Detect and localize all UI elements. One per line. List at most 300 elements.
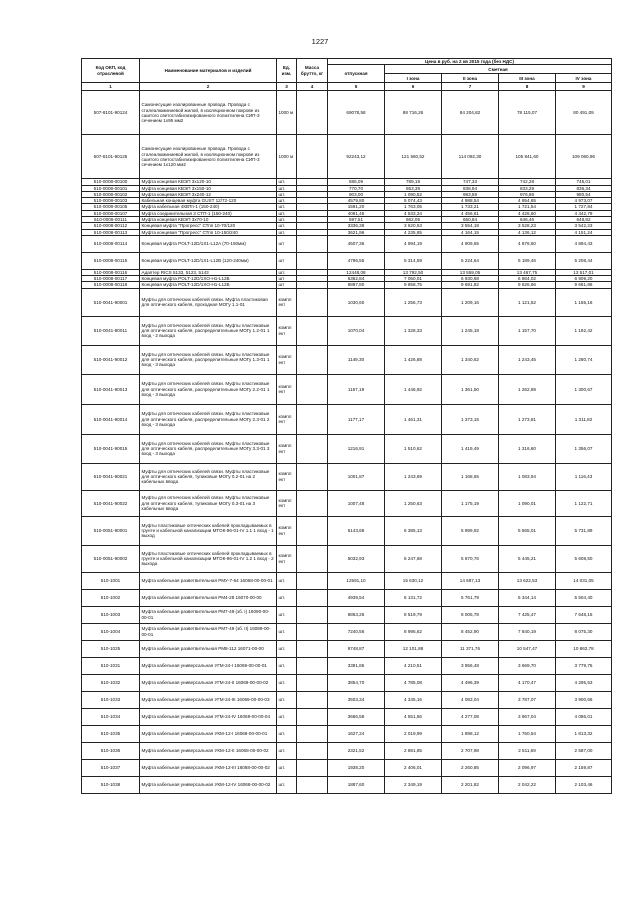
row-price-zone-3: 5 344,14 — [499, 589, 556, 606]
row-price-zone-3: 5 189,46 — [499, 252, 556, 269]
row-mass — [297, 545, 328, 572]
row-unit: компл ект — [277, 404, 297, 434]
row-name: Муфта кабельная универсальная УГМ-24-II 16069-00-00-02 — [140, 674, 277, 691]
row-price-outlet: 69078,58 — [328, 91, 385, 135]
row-price-zone-2: 5 761,79 — [442, 589, 499, 606]
row-unit: шт. — [277, 198, 297, 204]
row-price-zone-2: 4 456,61 — [442, 210, 499, 216]
row-price-zone-2: 1 168,65 — [442, 463, 499, 490]
row-code: 510-1033 — [82, 691, 140, 708]
row-code: 510-1002 — [82, 589, 140, 606]
row-price-zone-3: 1 090,01 — [499, 490, 556, 516]
row-price-zone-4: 1 727,84 — [556, 204, 612, 210]
row-price-zone-1: 6 131,72 — [385, 589, 442, 606]
header-zone-3: III зона — [499, 74, 556, 83]
row-name: Муфта кабельная универсальная УГМ-24-IV 16069-00-00-04 — [140, 708, 277, 725]
row-unit: компл ект — [277, 545, 297, 572]
row-price-zone-2: 6 930,68 — [442, 276, 499, 282]
row-price-zone-2: 4 909,65 — [442, 235, 499, 252]
row-mass — [297, 91, 328, 135]
row-price-zone-1: 4 210,51 — [385, 657, 442, 674]
row-price-zone-1: 5 314,59 — [385, 252, 442, 269]
row-code: 510-0008-00117 — [82, 276, 140, 282]
row-price-zone-4: 2 159,87 — [556, 759, 612, 776]
row-price-zone-3: 9 626,66 — [499, 282, 556, 288]
row-unit: компл ект — [277, 490, 297, 516]
row-price-zone-4: 2 587,00 — [556, 742, 612, 759]
row-price-outlet: 1007,48 — [328, 490, 385, 516]
table-row — [82, 776, 612, 793]
row-price-zone-2: 1 373,15 — [442, 404, 499, 434]
row-price-zone-1: 4 533,34 — [385, 210, 442, 216]
row-code: 510-0041-90022 — [82, 490, 140, 516]
row-code: 510-1031 — [82, 657, 140, 674]
row-price-zone-2: 11 371,76 — [442, 640, 499, 657]
row-price-zone-2: 1 419,49 — [442, 434, 499, 463]
row-price-zone-3: 1 316,60 — [499, 434, 556, 463]
row-price-outlet: 3503,34 — [328, 691, 385, 708]
row-price-zone-2: 8 005,78 — [442, 606, 499, 623]
header-zone-1: I зона — [385, 74, 442, 83]
row-price-zone-3: 1 083,94 — [499, 463, 556, 490]
row-price-zone-3: 3 528,23 — [499, 223, 556, 229]
row-price-zone-2: 13 559,05 — [442, 269, 499, 275]
row-code: 510-0041-90011 — [82, 316, 140, 345]
row-unit: шт. — [277, 191, 297, 197]
row-price-outlet: 3336,38 — [328, 223, 385, 229]
row-unit: шт. — [277, 229, 297, 235]
row-name: Кабельная концевая муфта GUST 12/72-120 — [140, 198, 277, 204]
header-zone-4: IV зона — [556, 74, 612, 83]
row-price-outlet: 6362,84 — [328, 276, 385, 282]
row-unit: 1000 м — [277, 135, 297, 179]
row-name: Муфта кабельная 4КВТп-1 (150-240) — [140, 204, 277, 210]
row-code: 510-1035 — [82, 725, 140, 742]
column-number: 7 — [442, 83, 499, 91]
row-name: Муфта кабельная универсальная УКМ-12-III 16068-00-00-02 — [140, 759, 277, 776]
row-price-zone-4: 4 086,01 — [556, 708, 612, 725]
row-price-zone-4: 1 300,67 — [556, 374, 612, 404]
row-name: Муфта кабельная разветвительная РМ8-112 16071-00-00 — [140, 640, 277, 657]
row-price-zone-4: 1 356,07 — [556, 434, 612, 463]
header-price-title: Цена в руб. на 2 кв 2015 года (без НДС) — [328, 59, 612, 65]
row-name: Муфта кабельная универсальная УКМ-12-IV 16068-00-00-02 — [140, 776, 277, 793]
table-row — [82, 404, 612, 434]
row-unit: шт. — [277, 589, 297, 606]
price-table — [81, 58, 612, 794]
row-code: 510-0041-90012 — [82, 345, 140, 374]
row-price-zone-4: 13 517,01 — [556, 269, 612, 275]
row-mass — [297, 742, 328, 759]
row-price-zone-4: 4 442,79 — [556, 210, 612, 216]
row-price-zone-4: 1 311,82 — [556, 404, 612, 434]
row-code: 510-0051-90002 — [82, 545, 140, 572]
row-price-zone-2: 3 956,48 — [442, 657, 499, 674]
column-number-row — [82, 83, 612, 91]
row-mass — [297, 759, 328, 776]
column-number: 5 — [328, 83, 385, 91]
row-code: 507-8101-90125 — [82, 135, 140, 179]
row-price-outlet: 1177,17 — [328, 404, 385, 434]
row-mass — [297, 589, 328, 606]
row-price-zone-4: 1 813,32 — [556, 725, 612, 742]
row-price-zone-4: 4 973,07 — [556, 198, 612, 204]
row-price-outlet: 1030,60 — [328, 288, 385, 316]
row-price-zone-3: 4 954,65 — [499, 198, 556, 204]
row-price-zone-3: 5 565,01 — [499, 516, 556, 545]
table-row — [82, 345, 612, 374]
row-price-zone-3: 7 425,47 — [499, 606, 556, 623]
row-code: 510-0008-00102 — [82, 191, 140, 197]
row-price-zone-2: 1 175,19 — [442, 490, 499, 516]
row-code: 510-0051-90001 — [82, 516, 140, 545]
header-zone-2: II зона — [442, 74, 499, 83]
row-price-zone-3: 7 840,19 — [499, 623, 556, 640]
row-unit: шт. — [277, 759, 297, 776]
row-code: 510-0008-00118 — [82, 282, 140, 288]
row-price-zone-1: 4 345,16 — [385, 691, 442, 708]
row-price-outlet: 9748,87 — [328, 640, 385, 657]
row-unit: шт. — [277, 204, 297, 210]
table-row — [82, 463, 612, 490]
row-mass — [297, 404, 328, 434]
row-price-zone-1: 1 446,92 — [385, 374, 442, 404]
row-price-zone-2: 5 999,92 — [442, 516, 499, 545]
row-unit: компл ект — [277, 434, 297, 463]
table-row — [82, 235, 612, 252]
row-price-zone-4: 836,34 — [556, 185, 612, 191]
row-price-zone-1: 6 247,68 — [385, 545, 442, 572]
row-unit: шт — [277, 252, 297, 269]
table-row — [82, 572, 612, 589]
row-price-zone-3: 3 967,04 — [499, 708, 556, 725]
row-price-zone-2: 4 083,04 — [442, 691, 499, 708]
table-row — [82, 759, 612, 776]
row-unit: шт. — [277, 185, 297, 191]
row-code: 510-0008-00115 — [82, 252, 140, 269]
row-price-zone-4: 3 900,66 — [556, 691, 612, 708]
row-mass — [297, 674, 328, 691]
row-name: Адаптер RICS 5133, 5123, 5143 — [140, 269, 277, 275]
table-row — [82, 490, 612, 516]
row-mass — [297, 345, 328, 374]
column-number: 3 — [277, 83, 297, 91]
row-name: Концевая муфта POLT-12D/1X1-L12B (120-240мм) — [140, 252, 277, 269]
row-price-outlet: 6863,26 — [328, 606, 385, 623]
row-unit: шт. — [277, 623, 297, 640]
header-name: Наименование материалов и изделий — [140, 59, 277, 83]
row-price-zone-3: 13 622,53 — [499, 572, 556, 589]
row-name: Муфты для оптических кабелей связи. Муфты пластиковые для оптического кабеля, распределительные МОГу 2.2-01 1 вход - 3 выхода — [140, 374, 277, 404]
row-price-outlet: 1149,30 — [328, 345, 385, 374]
row-code: 510-0008-00100 — [82, 179, 140, 185]
row-price-outlet: 1216,91 — [328, 434, 385, 463]
table-row — [82, 708, 612, 725]
row-name: Муфта концевая КВЭП 3х240-12 — [140, 191, 277, 197]
row-name: Муфта концевая "Прогресс" СТпп 10-150/240 — [140, 229, 277, 235]
row-price-zone-4: 9 661,86 — [556, 282, 612, 288]
row-price-zone-3: 3 669,70 — [499, 657, 556, 674]
row-unit: компл ект — [277, 345, 297, 374]
row-price-outlet: 903,00 — [328, 191, 385, 197]
row-unit: шт. — [277, 216, 297, 222]
row-price-zone-4: 5 504,40 — [556, 589, 612, 606]
row-code: 510-0041-90014 — [82, 404, 140, 434]
row-price-zone-1: 1 328,33 — [385, 316, 442, 345]
row-price-zone-4: 1 155,16 — [556, 288, 612, 316]
row-price-zone-4: 4 295,53 — [556, 674, 612, 691]
row-price-zone-2: 1 361,50 — [442, 374, 499, 404]
row-price-zone-1: 8 995,62 — [385, 623, 442, 640]
row-price-zone-2: 5 870,76 — [442, 545, 499, 572]
row-price-zone-4: 6 909,20 — [556, 276, 612, 282]
row-mass — [297, 776, 328, 793]
row-price-zone-2: 1 340,62 — [442, 345, 499, 374]
row-price-zone-1: 2 406,01 — [385, 759, 442, 776]
column-number: 4 — [297, 83, 328, 91]
row-price-zone-3: 1 721,54 — [499, 204, 556, 210]
row-price-zone-1: 4 994,19 — [385, 235, 442, 252]
row-name: Муфта кабельная разветвительная РМ7-49 (зб. II) 16089-00-00-01 — [140, 623, 277, 640]
row-name: Муфты для оптических кабелей связи. Муфты пластиковые для оптического кабеля, тупиковые МОГу 0.3-01 на 3 кабельных ввода — [140, 490, 277, 516]
row-price-outlet: 1887,60 — [328, 776, 385, 793]
header-outlet-price: отпускная — [328, 65, 385, 83]
row-price-outlet: 3854,70 — [328, 674, 385, 691]
row-mass — [297, 657, 328, 674]
row-price-zone-4: 5 608,50 — [556, 545, 612, 572]
row-code: 510-1037 — [82, 759, 140, 776]
row-price-outlet: 12591,10 — [328, 572, 385, 589]
table-row — [82, 135, 612, 179]
table-row — [82, 434, 612, 463]
table-row — [82, 674, 612, 691]
row-code: 510-0008-00111 — [82, 216, 140, 222]
row-code: 510-0008-00114 — [82, 235, 140, 252]
table-row — [82, 691, 612, 708]
row-mass — [297, 572, 328, 589]
row-name: Самонесущие изолированные провода. Провода с сталеалюминиевой жилой, в изоляционном покрове из сшитого светостабилизированного полиэтилена СИП-3 сечением 1х120 мм2 — [140, 135, 277, 179]
column-number: 6 — [385, 83, 442, 91]
row-price-zone-2: 1 733,21 — [442, 204, 499, 210]
row-unit: шт. — [277, 674, 297, 691]
row-mass — [297, 235, 328, 252]
row-code: 510-0041-90001 — [82, 288, 140, 316]
row-price-outlet: 597,51 — [328, 216, 385, 222]
row-price-zone-1: 5 074,43 — [385, 198, 442, 204]
row-price-outlet: 3621,96 — [328, 229, 385, 235]
row-unit: шт. — [277, 210, 297, 216]
row-price-zone-4: 8 075,30 — [556, 623, 612, 640]
row-price-outlet: 770,70 — [328, 185, 385, 191]
row-name: Муфта кабельная универсальная УКМ-12-II 16068-00-00-02 — [140, 742, 277, 759]
row-price-zone-1: 2 881,85 — [385, 742, 442, 759]
row-price-zone-3: 1 121,52 — [499, 288, 556, 316]
row-code: 510-0041-90015 — [82, 434, 140, 463]
row-mass — [297, 374, 328, 404]
page-number: 1227 — [311, 37, 329, 46]
row-mass — [297, 434, 328, 463]
row-price-zone-1: 13 792,50 — [385, 269, 442, 275]
column-number: 9 — [556, 83, 612, 91]
table-row — [82, 623, 612, 640]
row-code: 510-0008-00101 — [82, 185, 140, 191]
row-price-zone-4: 745,01 — [556, 179, 612, 185]
row-price-zone-2: 4 496,39 — [442, 674, 499, 691]
row-unit: шт. — [277, 708, 297, 725]
row-price-zone-1: 8 519,79 — [385, 606, 442, 623]
row-price-outlet: 4939,54 — [328, 589, 385, 606]
row-price-zone-3: 78 115,07 — [499, 91, 556, 135]
row-price-zone-2: 1 209,16 — [442, 288, 499, 316]
row-price-zone-2: 4 277,08 — [442, 708, 499, 725]
row-name: Муфты пластиковые оптических кабелей прокладываемых в грунте и кабельной канализации МТОК-96-01-IV 1.2 1 вход - 2 выхода — [140, 545, 277, 572]
row-price-zone-2: 838,94 — [442, 185, 499, 191]
row-price-zone-1: 7 050,01 — [385, 276, 442, 282]
row-unit: шт. — [277, 657, 297, 674]
row-price-zone-2: 747,33 — [442, 179, 499, 185]
row-price-zone-3: 646,46 — [499, 216, 556, 222]
row-unit: компл ект — [277, 316, 297, 345]
row-price-zone-1: 789,19 — [385, 179, 442, 185]
table-row — [82, 288, 612, 316]
row-name: Муфта концевая КВЭП 3х150-10 — [140, 185, 277, 191]
row-unit: шт — [277, 282, 297, 288]
row-code: 510-0008-00116 — [82, 269, 140, 275]
row-mass — [297, 708, 328, 725]
row-code: 510-1032 — [82, 674, 140, 691]
row-price-zone-3: 1 243,45 — [499, 345, 556, 374]
row-name: Муфты для оптических кабелей связи. Муфты пластиковые для оптического кабеля, распределительные МОГу 3.3-01 3 вход - 3 выхода — [140, 434, 277, 463]
table-row — [82, 91, 612, 135]
row-unit: компл ект — [277, 374, 297, 404]
row-price-outlet: 1591,20 — [328, 204, 385, 210]
row-unit: шт. — [277, 725, 297, 742]
row-price-zone-1: 1 510,62 — [385, 434, 442, 463]
row-name: Муфта кабельная универсальная УКМ-12-I 16068-00-00-01 — [140, 725, 277, 742]
row-price-zone-1: 1 461,31 — [385, 404, 442, 434]
row-price-outlet: 12448,08 — [328, 269, 385, 275]
row-price-zone-4: 1 280,74 — [556, 345, 612, 374]
row-price-zone-3: 976,86 — [499, 191, 556, 197]
row-price-zone-1: 15 630,12 — [385, 572, 442, 589]
row-price-zone-2: 2 707,98 — [442, 742, 499, 759]
row-price-zone-3: 4 426,60 — [499, 210, 556, 216]
row-code: 510-0041-90013 — [82, 374, 140, 404]
row-price-zone-1: 4 235,85 — [385, 229, 442, 235]
row-price-zone-4: 7 648,15 — [556, 606, 612, 623]
row-name: Муфта кабельная универсальная УГМ-24-I 16069-00-00-01 — [140, 657, 277, 674]
row-name: Муфты для оптических кабелей связи. Муфты пластиковые для оптического кабеля, распределительные МОГу 1.3-01 1 вход - 3 выхода — [140, 345, 277, 374]
table-row — [82, 545, 612, 572]
row-price-zone-1: 2 019,99 — [385, 725, 442, 742]
table-row — [82, 725, 612, 742]
row-price-zone-2: 8 452,90 — [442, 623, 499, 640]
row-unit: шт. — [277, 223, 297, 229]
header-mass: Масса брутто, кг — [297, 59, 328, 83]
row-price-zone-4: 1 122,71 — [556, 490, 612, 516]
row-price-zone-4: 980,54 — [556, 191, 612, 197]
row-price-zone-3: 5 445,21 — [499, 545, 556, 572]
row-price-outlet: 5143,68 — [328, 516, 385, 545]
row-code: 510-0008-00112 — [82, 223, 140, 229]
row-price-zone-1: 88 716,26 — [385, 91, 442, 135]
row-price-zone-3: 833,29 — [499, 185, 556, 191]
row-name: Муфты для оптических кабелей связи. Муфты пластиковые для оптического кабеля, распределительные МОГу 2.3-01 2 вход - 3 выхода — [140, 404, 277, 434]
row-unit: шт. — [277, 776, 297, 793]
row-price-zone-1: 9 858,75 — [385, 282, 442, 288]
row-name: Муфта кабельная разветвительная РМУ-7-64 16068-00-00-01 — [140, 572, 277, 589]
row-price-zone-2: 14 687,13 — [442, 572, 499, 589]
row-unit: шт. — [277, 572, 297, 589]
row-price-outlet: 4579,80 — [328, 198, 385, 204]
row-price-zone-4: 2 103,46 — [556, 776, 612, 793]
row-price-zone-2: 3 554,18 — [442, 223, 499, 229]
row-price-zone-4: 648,82 — [556, 216, 612, 222]
row-unit: шт. — [277, 640, 297, 657]
row-price-zone-3: 3 787,07 — [499, 691, 556, 708]
row-price-zone-3: 2 042,22 — [499, 776, 556, 793]
row-price-zone-2: 983,59 — [442, 191, 499, 197]
row-price-zone-2: 1 898,12 — [442, 725, 499, 742]
row-price-zone-2: 1 245,18 — [442, 316, 499, 345]
column-number: 2 — [140, 83, 277, 91]
row-price-zone-3: 10 547,47 — [499, 640, 556, 657]
row-price-zone-4: 5 731,89 — [556, 516, 612, 545]
row-code: 510-1025 — [82, 640, 140, 657]
row-mass — [297, 252, 328, 269]
header-unit: Ед. изм. — [277, 59, 297, 83]
row-name: Концевая муфта POLT-12D/1XO-H1-L12B — [140, 282, 277, 288]
row-price-outlet: 2321,52 — [328, 742, 385, 759]
table-row — [82, 640, 612, 657]
row-price-zone-3: 1 273,81 — [499, 404, 556, 434]
row-name: Муфта кабельная разветвительная РМ4-28 16070-00-00 — [140, 589, 277, 606]
row-name: Муфты для оптических кабелей связи. Муфты пластиковые для оптического кабеля, тупиковые МОГу 0.2-01 на 2 кабельных ввода — [140, 463, 277, 490]
row-mass — [297, 288, 328, 316]
row-price-zone-2: 4 988,54 — [442, 198, 499, 204]
row-unit: шт. — [277, 269, 297, 275]
row-price-outlet: 8897,80 — [328, 282, 385, 288]
row-unit: шт — [277, 235, 297, 252]
row-price-zone-4: 5 208,44 — [556, 252, 612, 269]
row-price-outlet: 4796,55 — [328, 252, 385, 269]
row-unit: шт. — [277, 742, 297, 759]
row-price-zone-1: 4 785,08 — [385, 674, 442, 691]
row-unit: компл ект — [277, 463, 297, 490]
row-price-outlet: 4507,36 — [328, 235, 385, 252]
row-price-zone-4: 3 779,75 — [556, 657, 612, 674]
row-mass — [297, 623, 328, 640]
row-unit: компл ект — [277, 516, 297, 545]
table-row — [82, 742, 612, 759]
row-price-zone-3: 742,28 — [499, 179, 556, 185]
row-unit: шт. — [277, 606, 297, 623]
row-name: Концевая муфта POLT-12D/1XO-H1-L12B — [140, 276, 277, 282]
row-unit: 1000 м — [277, 91, 297, 135]
header-estimated-price: Сметная — [385, 65, 612, 74]
row-price-zone-2: 9 691,82 — [442, 282, 499, 288]
table-row — [82, 252, 612, 269]
row-code: 510-0008-00103 — [82, 198, 140, 204]
row-price-zone-1: 6 385,13 — [385, 516, 442, 545]
row-price-outlet: 7240,56 — [328, 623, 385, 640]
row-price-zone-1: 2 349,19 — [385, 776, 442, 793]
row-code: 510-1004 — [82, 623, 140, 640]
row-price-zone-3: 4 170,47 — [499, 674, 556, 691]
row-mass — [297, 606, 328, 623]
table-body — [82, 91, 612, 793]
table-row — [82, 606, 612, 623]
